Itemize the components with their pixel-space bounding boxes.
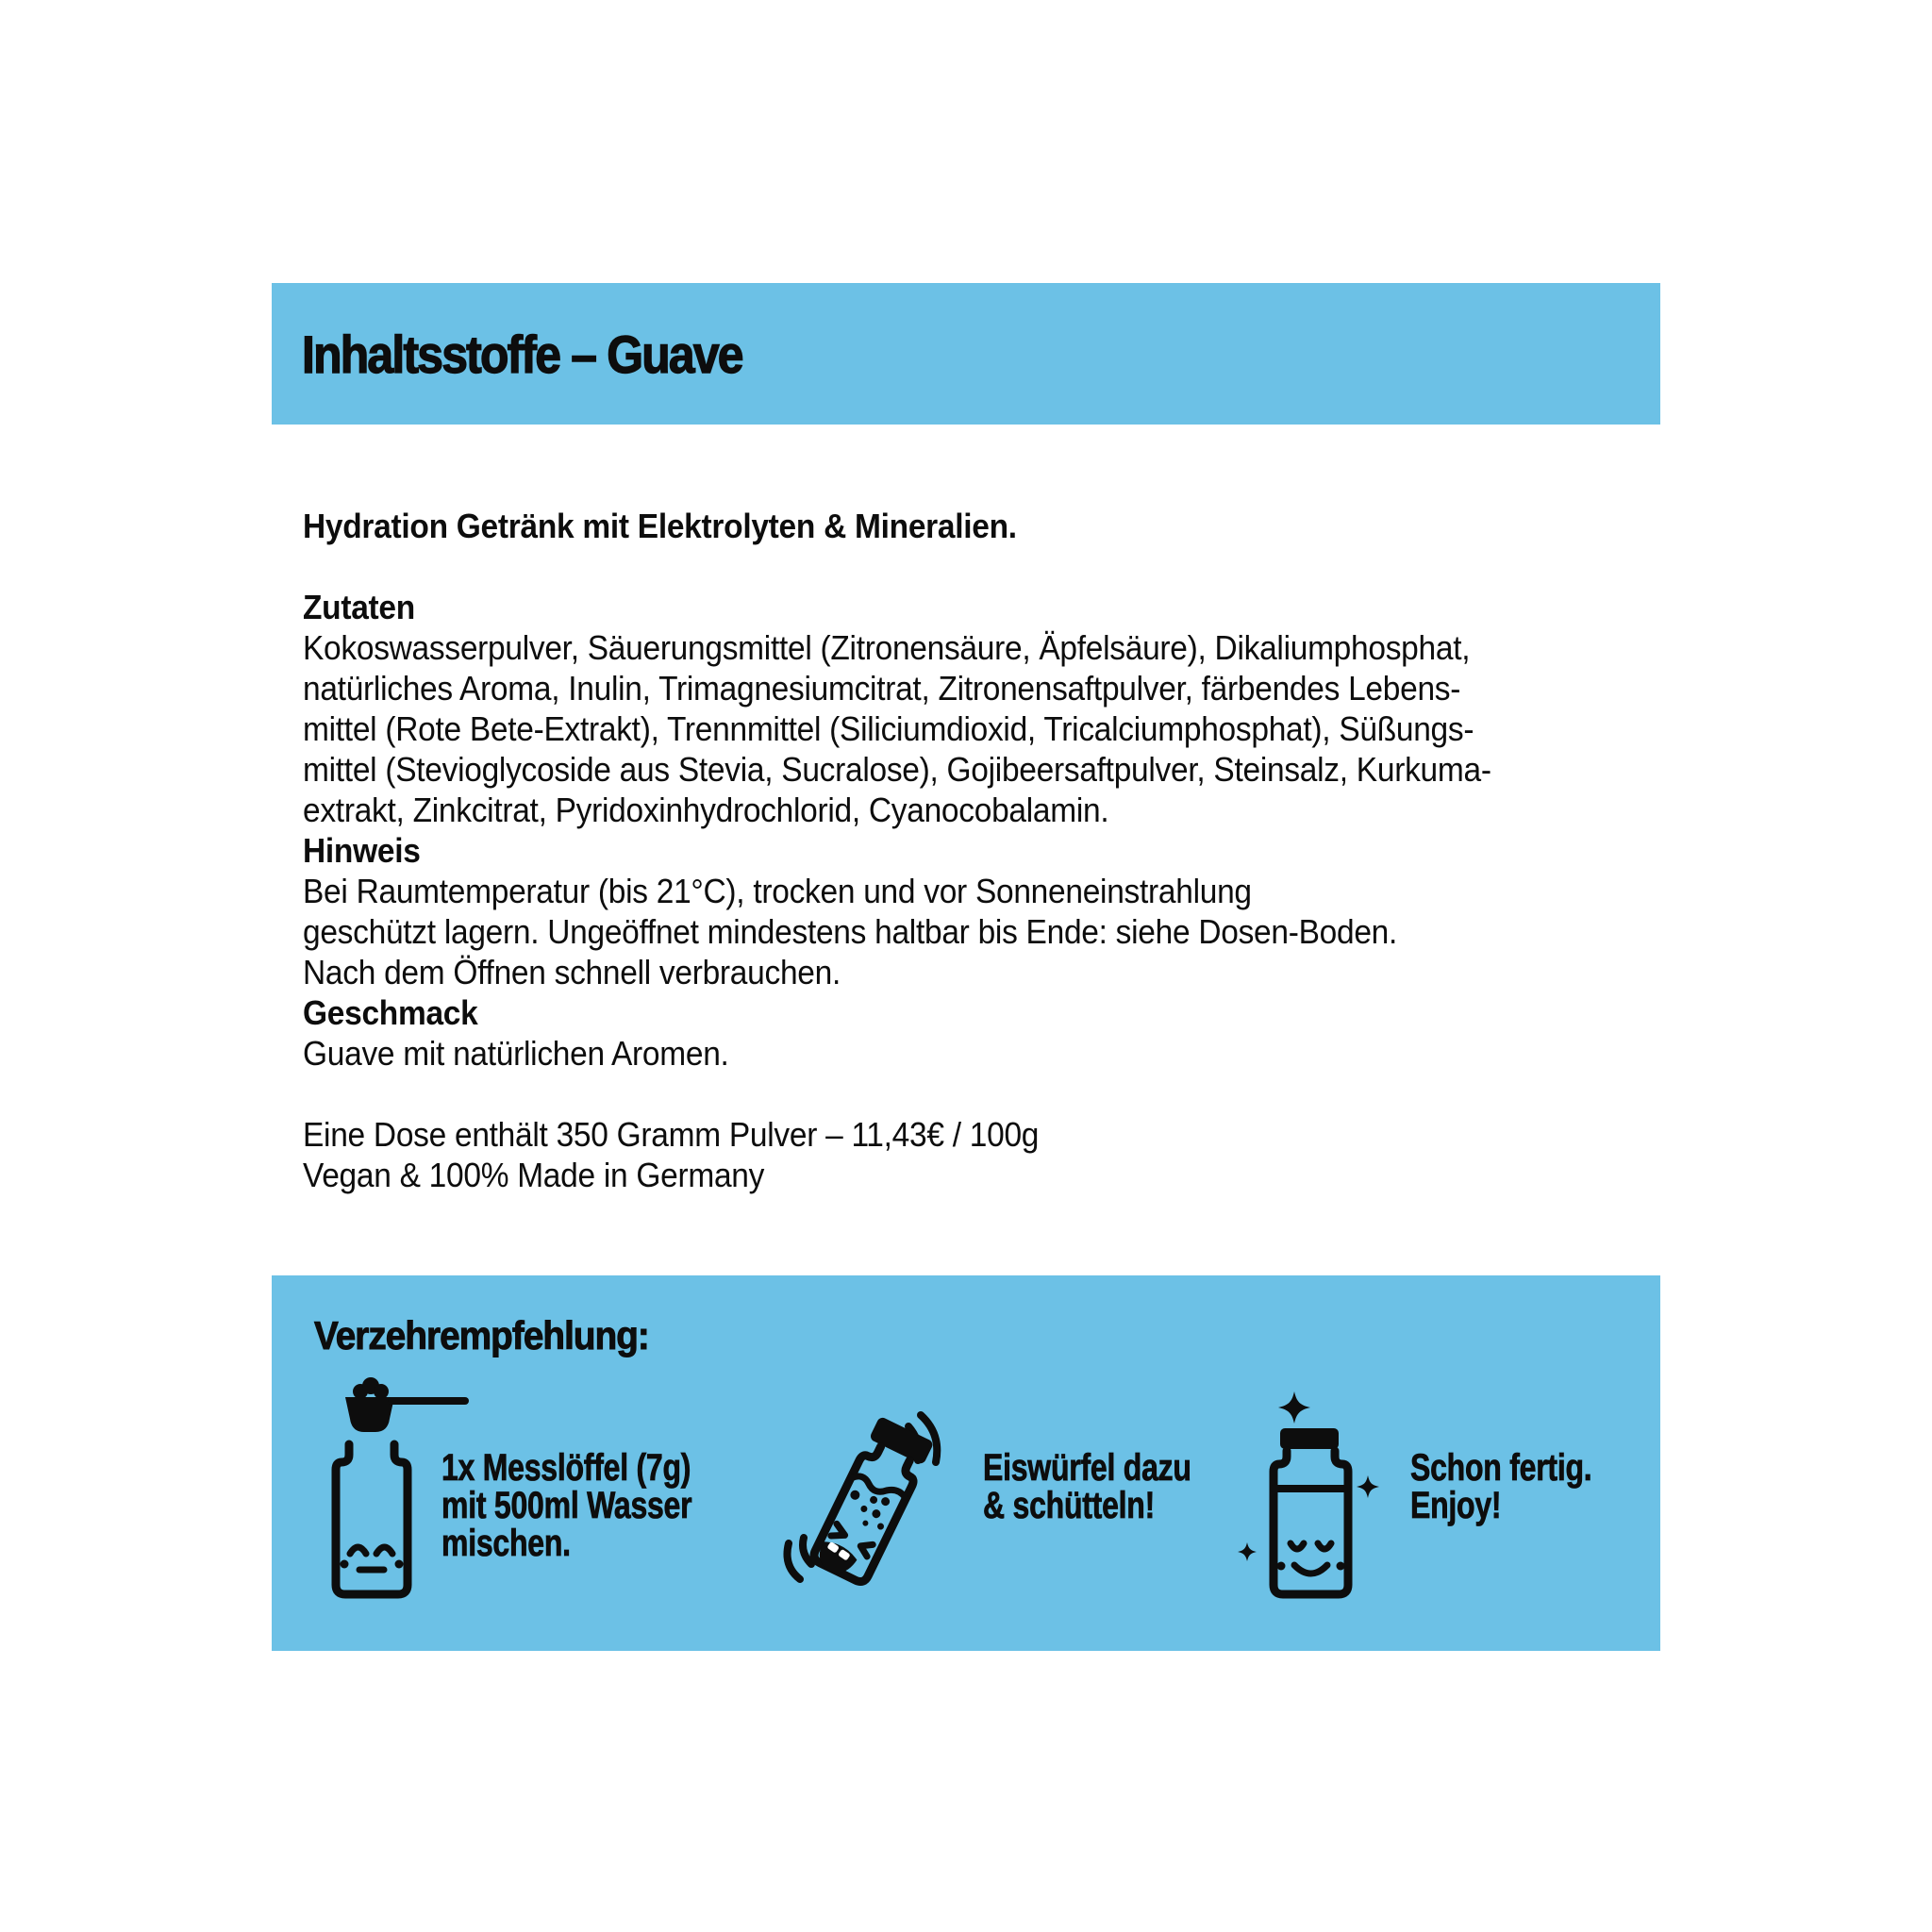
ingredients-line: extrakt, Zinkcitrat, Pyridoxinhydrochlorid, Cyanocobalamin. bbox=[303, 791, 1109, 829]
hinweis-heading: Hinweis bbox=[303, 831, 421, 870]
step3-line: Schon fertig. bbox=[1410, 1447, 1592, 1489]
step1-line: mit 500ml Wasser bbox=[441, 1485, 692, 1526]
shake-arcs-bottom-left bbox=[788, 1538, 812, 1579]
vegan-line: Vegan & 100% Made in Germany bbox=[303, 1156, 765, 1194]
hinweis-line: geschützt lagern. Ungeöffnet mindestens haltbar bis Ende: siehe Dosen-Boden. bbox=[303, 912, 1398, 951]
ingredient-text-block bbox=[303, 506, 1581, 1195]
hinweis-line: Nach dem Öffnen schnell verbrauchen. bbox=[303, 953, 841, 991]
zutaten-heading: Zutaten bbox=[303, 588, 415, 626]
sparkle-icons bbox=[1238, 1391, 1379, 1561]
step2-line: Eiswürfel dazu bbox=[983, 1447, 1191, 1489]
water-line bbox=[851, 1471, 906, 1504]
blank-line bbox=[303, 546, 1491, 587]
intro-line: Hydration Getränk mit Elektrolyten & Mineralien. bbox=[303, 507, 1017, 545]
hinweis-line: Bei Raumtemperatur (bis 21°C), trocken und vor Sonneneinstrahlung bbox=[303, 872, 1252, 910]
price-line: Eine Dose enthält 350 Gramm Pulver – 11,43€ / 100g bbox=[303, 1115, 1040, 1154]
geschmack-line: Guave mit natürlichen Aromen. bbox=[303, 1034, 729, 1073]
step2-text bbox=[983, 1449, 1191, 1524]
happy-face-icon bbox=[1277, 1543, 1345, 1574]
geschmack-heading: Geschmack bbox=[303, 993, 478, 1032]
recommendation-heading: Verzehrempfehlung: bbox=[314, 1313, 649, 1357]
measuring-scoop-icon bbox=[345, 1377, 394, 1432]
ingredients-line: mittel (Rote Bete-Extrakt), Trennmittel (Siliciumdioxid, Tricalciumphosphat), Süßungs- bbox=[303, 709, 1474, 748]
blank-line bbox=[303, 1074, 1491, 1114]
step2-line: & schütteln! bbox=[983, 1485, 1156, 1526]
step1-line: mischen. bbox=[441, 1523, 571, 1564]
recommendation-box bbox=[272, 1275, 1660, 1651]
ingredients-line: natürliches Aroma, Inulin, Trimagnesiumcitrat, Zitronensaftpulver, färbendes Lebens- bbox=[303, 669, 1461, 708]
ingredients-line: mittel (Stevioglycoside aus Stevia, Sucralose), Gojibeersaftpulver, Steinsalz, Kurkuma- bbox=[303, 750, 1491, 789]
ingredients-line: Kokoswasserpulver, Säuerungsmittel (Zitronensäure, Äpfelsäure), Dikaliumphosphat, bbox=[303, 628, 1471, 667]
title-banner bbox=[272, 283, 1660, 425]
step3-line: Enjoy! bbox=[1410, 1485, 1502, 1526]
shaking-bottle-icon bbox=[774, 1404, 962, 1602]
bottle-face-icon bbox=[341, 1547, 404, 1570]
sparkling-bottle-icon bbox=[1236, 1387, 1387, 1604]
page-title: Inhaltsstoffe – Guave bbox=[302, 324, 742, 384]
bottle-cap bbox=[1280, 1428, 1339, 1449]
step3-text bbox=[1410, 1449, 1591, 1524]
step1-line: 1x Messlöffel (7g) bbox=[441, 1447, 691, 1489]
step1-text bbox=[441, 1449, 691, 1562]
